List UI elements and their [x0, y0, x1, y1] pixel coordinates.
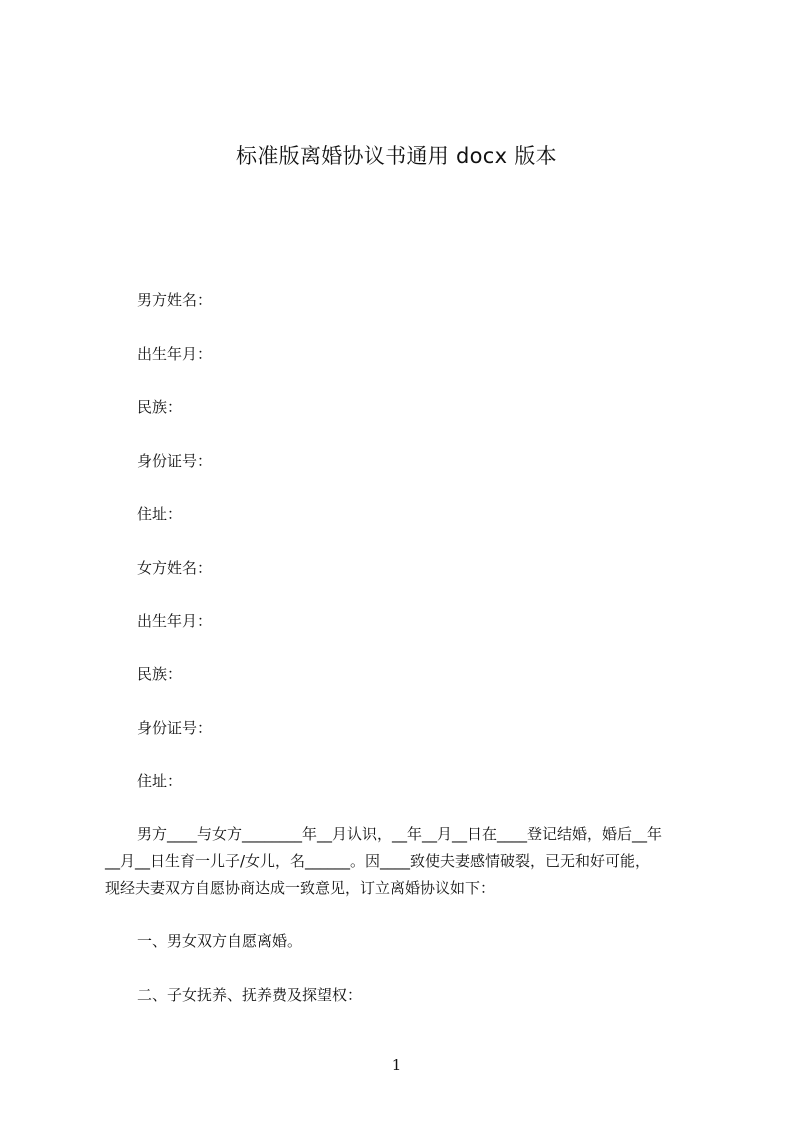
- female-name-label: 女方姓名：: [137, 559, 213, 577]
- paragraph-line: 男方____与女方________年__月认识，__年__月__日在____登记结婚，婚后__年: [137, 825, 663, 843]
- male-name-label: 男方姓名：: [137, 291, 213, 309]
- male-address-label: 住址：: [137, 505, 183, 523]
- female-address-label: 住址：: [137, 772, 183, 790]
- female-birthdate-label: 出生年月：: [137, 612, 213, 630]
- paragraph-line: 现经夫妻双方自愿协商达成一致意见，订立离婚协议如下：: [105, 879, 496, 897]
- clause-child-custody: 二、子女抚养、抚养费及探望权：: [137, 986, 363, 1004]
- male-ethnicity-label: 民族：: [137, 398, 183, 416]
- agreement-intro-paragraph: [105, 821, 705, 902]
- page-number: 1: [391, 1056, 402, 1074]
- female-ethnicity-label: 民族：: [137, 665, 183, 683]
- male-birthdate-label: 出生年月：: [137, 345, 213, 363]
- paragraph-line: __月__日生育一儿子/女儿，名______。因____致使夫妻感情破裂，已无和好可能，: [105, 852, 651, 870]
- male-id-number-label: 身份证号：: [137, 452, 213, 470]
- document-title: 标准版离婚协议书通用 docx 版本: [236, 144, 557, 168]
- clause-voluntary-divorce: 一、男女双方自愿离婚。: [137, 932, 303, 950]
- female-id-number-label: 身份证号：: [137, 719, 213, 737]
